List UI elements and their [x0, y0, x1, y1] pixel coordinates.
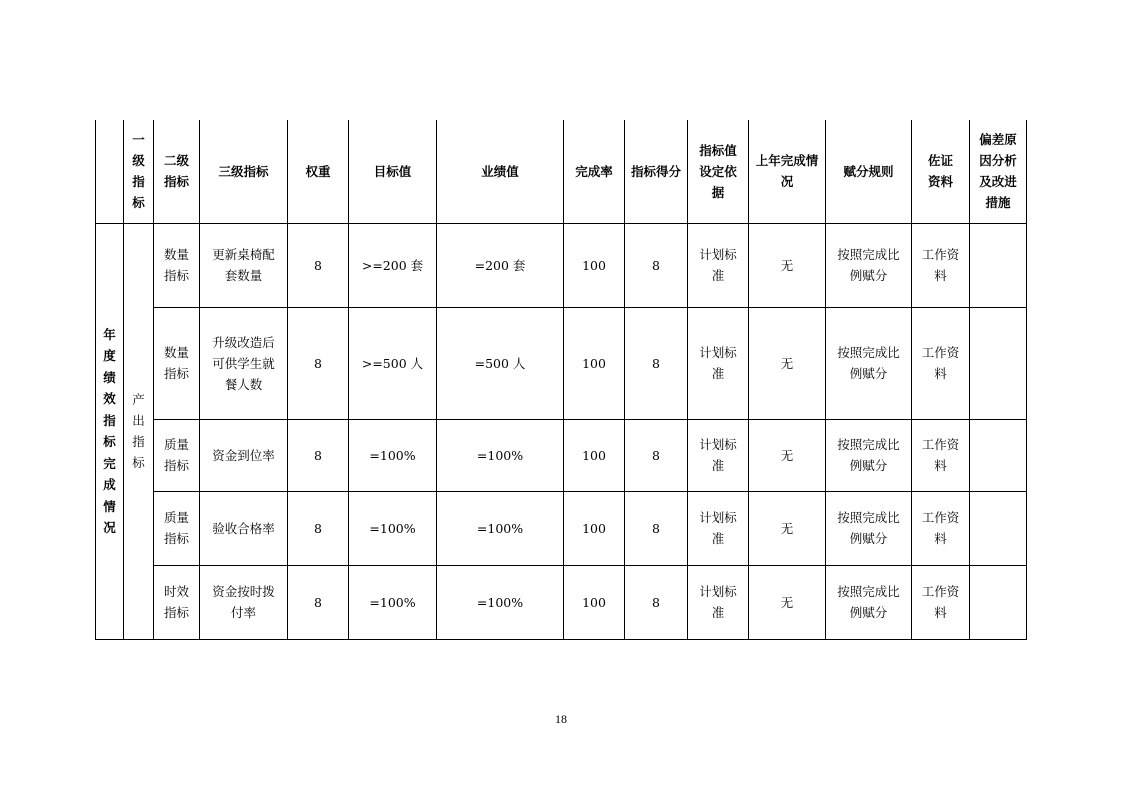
basis-cell: 计划标准 [688, 307, 749, 419]
completion-cell: 100 [564, 307, 625, 419]
level2-cell: 质量指标 [154, 419, 200, 491]
target-cell: =100% [349, 491, 437, 565]
scoring-rule-cell: 按照完成比例赋分 [826, 223, 912, 307]
level3-cell: 升级改造后可供学生就餐人数 [200, 307, 288, 419]
target-cell: =100% [349, 419, 437, 491]
last-year-cell: 无 [749, 223, 826, 307]
header-row-label [96, 120, 124, 223]
evidence-cell: 工作资料 [912, 491, 970, 565]
level3-cell: 更新桌椅配套数量 [200, 223, 288, 307]
header-deviation: 偏差原因分析及改进措施 [970, 120, 1027, 223]
last-year-cell: 无 [749, 419, 826, 491]
evidence-cell: 工作资料 [912, 307, 970, 419]
basis-cell: 计划标准 [688, 491, 749, 565]
level3-cell: 验收合格率 [200, 491, 288, 565]
score-cell: 8 [625, 565, 688, 639]
weight-cell: 8 [288, 223, 349, 307]
table-row [96, 565, 1027, 639]
scoring-rule-cell: 按照完成比例赋分 [826, 491, 912, 565]
evidence-cell: 工作资料 [912, 419, 970, 491]
deviation-cell [970, 419, 1027, 491]
basis-cell: 计划标准 [688, 565, 749, 639]
scoring-rule-cell: 按照完成比例赋分 [826, 307, 912, 419]
header-weight: 权重 [288, 120, 349, 223]
deviation-cell [970, 491, 1027, 565]
last-year-cell: 无 [749, 307, 826, 419]
table-row [96, 223, 1027, 307]
header-level1: 一级指标 [124, 120, 154, 223]
section-label-cell: 年度绩效指标完成情况 [96, 223, 124, 639]
scoring-rule-cell: 按照完成比例赋分 [826, 565, 912, 639]
header-score: 指标得分 [625, 120, 688, 223]
level3-cell: 资金按时拨付率 [200, 565, 288, 639]
header-actual: 业绩值 [437, 120, 564, 223]
completion-cell: 100 [564, 223, 625, 307]
table-row [96, 419, 1027, 491]
header-basis: 指标值设定依据 [688, 120, 749, 223]
completion-cell: 100 [564, 419, 625, 491]
table-row [96, 307, 1027, 419]
scoring-rule-cell: 按照完成比例赋分 [826, 419, 912, 491]
last-year-cell: 无 [749, 565, 826, 639]
header-evidence: 佐证资料 [912, 120, 970, 223]
weight-cell: 8 [288, 419, 349, 491]
level2-cell: 数量指标 [154, 223, 200, 307]
target-cell: =100% [349, 565, 437, 639]
actual-cell: =200 套 [437, 223, 564, 307]
basis-cell: 计划标准 [688, 223, 749, 307]
deviation-cell [970, 307, 1027, 419]
header-scoring-rule: 赋分规则 [826, 120, 912, 223]
actual-cell: =100% [437, 565, 564, 639]
level2-cell: 数量指标 [154, 307, 200, 419]
header-completion: 完成率 [564, 120, 625, 223]
target-cell: >=200 套 [349, 223, 437, 307]
header-target: 目标值 [349, 120, 437, 223]
deviation-cell [970, 223, 1027, 307]
table-header-row [96, 120, 1027, 223]
completion-cell: 100 [564, 491, 625, 565]
level2-cell: 质量指标 [154, 491, 200, 565]
weight-cell: 8 [288, 491, 349, 565]
evidence-cell: 工作资料 [912, 223, 970, 307]
weight-cell: 8 [288, 307, 349, 419]
header-last-year: 上年完成情况 [749, 120, 826, 223]
weight-cell: 8 [288, 565, 349, 639]
level2-cell: 时效指标 [154, 565, 200, 639]
actual-cell: =500 人 [437, 307, 564, 419]
last-year-cell: 无 [749, 491, 826, 565]
header-level2: 二级指标 [154, 120, 200, 223]
score-cell: 8 [625, 307, 688, 419]
table-row [96, 491, 1027, 565]
target-cell: >=500 人 [349, 307, 437, 419]
level3-cell: 资金到位率 [200, 419, 288, 491]
score-cell: 8 [625, 491, 688, 565]
basis-cell: 计划标准 [688, 419, 749, 491]
score-cell: 8 [625, 223, 688, 307]
actual-cell: =100% [437, 419, 564, 491]
evidence-cell: 工作资料 [912, 565, 970, 639]
completion-cell: 100 [564, 565, 625, 639]
page-number: 18 [555, 712, 567, 726]
score-cell: 8 [625, 419, 688, 491]
performance-indicator-table [95, 120, 1027, 640]
deviation-cell [970, 565, 1027, 639]
header-level3: 三级指标 [200, 120, 288, 223]
level1-cell: 产出指标 [124, 223, 154, 639]
actual-cell: =100% [437, 491, 564, 565]
